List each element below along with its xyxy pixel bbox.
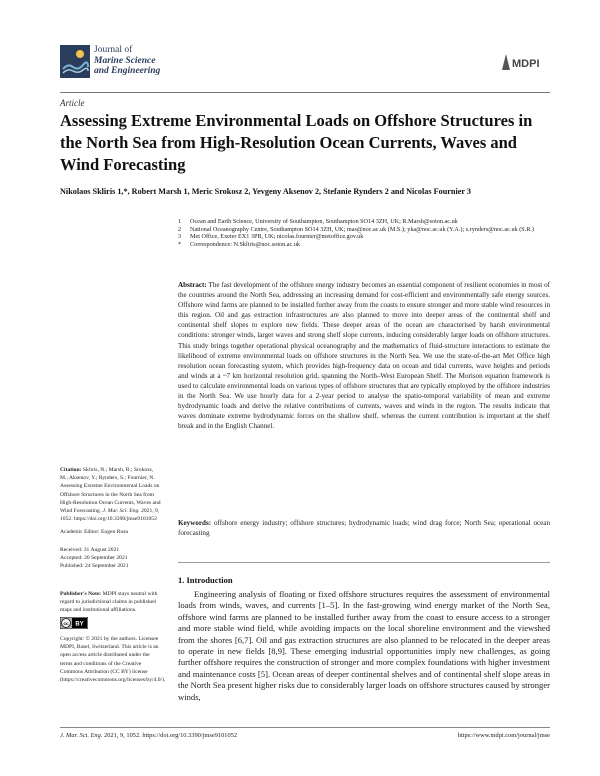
- section-heading: 1. Introduction: [178, 575, 233, 585]
- citation-volume: 2021, 9, 1052.: [60, 508, 160, 523]
- cc-by-label: BY: [75, 621, 84, 628]
- citation-text: Skliris, N.; Marsh, R.; Srokosz, M.; Aksenov, Y.; Rynders, S.; Fournier, N. Assessing Extreme Environmental Loads on Offshore Structures in the North Sea from High-Resolution Ocean Currents, Waves and Wind Forecasting.: [60, 467, 161, 515]
- affiliation-text: National Oceanography Centre, Southampton SO14 3ZH, UK; mas@noc.ac.uk (M.S.); yka@noc.ac.uk (Y.A.); s.rynders@noc.ac.uk (S.R.): [190, 225, 534, 233]
- affiliation-text: Met Office, Exeter EX1 3PB, UK; nicolas.fournier@metoffice.gov.uk: [190, 233, 364, 241]
- publisher-note: [60, 590, 162, 615]
- footer-citation-text[interactable]: 2021, 9, 1052. https://doi.org/10.3390/jmse9101052: [104, 732, 238, 739]
- keywords-text: offshore energy industry; offshore structures; hydrodynamic loads; wind drag force; North Sea; operational ocean forecasting: [178, 519, 550, 538]
- academic-editor: Academic Editor: Eugen Rusu: [60, 529, 129, 535]
- keywords-label: Keywords:: [178, 519, 212, 527]
- affiliation-text: Correspondence: N.Skliris@noc.soton.ac.uk: [190, 240, 301, 248]
- abstract: [178, 280, 550, 431]
- header-divider: [60, 92, 550, 93]
- citation-doi[interactable]: https://doi.org/10.3390/jmse9101052: [74, 516, 157, 523]
- cc-label: cc: [63, 621, 69, 627]
- journal-name-line2: Marine Science: [94, 55, 156, 66]
- affiliation-number: 3: [178, 233, 182, 241]
- author-list: Nikolaos Skliris 1,*, Robert Marsh 1, Meric Srokosz 2, Yevgeny Aksenov 2, Stefanie Rynders 2 and Nicolas Fournier 3: [60, 187, 471, 196]
- abstract-label: Abstract:: [178, 281, 207, 289]
- affiliation-text: Ocean and Earth Science, University of Southampton, Southampton SO14 3ZH, UK; R.Marsh@soton.ac.uk: [190, 218, 458, 225]
- article-title: Assessing Extreme Environmental Loads on Offshore Structures in the North Sea from High-Resolution Ocean Currents, Waves and Wind Forecasting: [60, 111, 533, 174]
- citation-label: Citation:: [60, 467, 82, 473]
- affiliation-item: [178, 226, 548, 234]
- published-date: Published: 24 September 2021: [60, 563, 129, 570]
- citation-block: [60, 466, 162, 523]
- dates-block: [60, 546, 162, 571]
- footer-citation: [60, 732, 237, 739]
- keywords: [178, 518, 550, 538]
- article-type: Article: [60, 98, 85, 108]
- publisher-name: MDPI: [512, 58, 540, 70]
- publisher-note-label: Publisher's Note:: [60, 591, 102, 597]
- footer-journal: J. Mar. Sci. Eng.: [60, 732, 103, 739]
- affiliation-number: *: [178, 240, 182, 248]
- affiliations: [178, 218, 548, 248]
- introduction-paragraph: Engineering analysis of floating or fixed offshore structures requires the assessment of environmental loads from winds, waves, and currents [1–5]. In the fast-growing wind energy market of the North Sea, offshore wind farms are planned to be installed further away from the coast to ensure access to a stronger and more stable wind field, while avoiding impacts on the local shoreline environment and the viewshed from the shores [6,7]. Oil and gas extraction structures are also planned to be relocated in the deeper areas to operate in new fields [8,9]. These emerging industrial opportunities imply new challenges, as going further offshore requires the construction of stronger and more complex foundations with higher investment and maintenance costs [5]. Ocean areas of deeper continental shelves and of continental shelf slope areas in the North Sea present higher risks due to considerably larger loads on offshore structures caused by stronger winds,: [178, 589, 550, 702]
- affiliation-item: [178, 218, 548, 226]
- publisher-note-text: MDPI stays neutral with regard to jurisdictional claims in published maps and institutional affiliations.: [60, 591, 158, 614]
- accepted-date: Accepted: 20 September 2021: [60, 555, 128, 562]
- journal-logo-icon: [60, 45, 90, 78]
- affiliation-item: [178, 241, 548, 249]
- journal-name-line3: and Engineering: [94, 66, 161, 76]
- mdpi-logo-icon: [500, 50, 548, 74]
- creative-commons-icon: [60, 617, 88, 629]
- journal-name-line1: Journal of: [94, 45, 133, 55]
- affiliation-number: 2: [178, 225, 182, 233]
- introduction-text: [178, 589, 550, 703]
- copyright-notice: Copyright: © 2021 by the authors. Licensee MDPI, Basel, Switzerland. This article is an open access article distributed under the terms and conditions of the Creative Commons Attribution (CC BY) license (https://creativecommons.org/licenses/by/4.0/).: [60, 636, 166, 684]
- footer-url[interactable]: https://www.mdpi.com/journal/jmse: [457, 732, 550, 739]
- affiliation-item: [178, 233, 548, 241]
- footer-divider: [60, 727, 550, 728]
- journal-name: [94, 45, 160, 77]
- received-date: Received: 31 August 2021: [60, 547, 120, 553]
- section-divider: [178, 562, 550, 563]
- affiliation-number: 1: [178, 218, 182, 225]
- abstract-text: The fast development of the offshore energy industry becomes an essential component of resilient economies in most of the countries around the North Sea, addressing an increasing demand for cost-efficient and environmentally safe energy sources. Offshore wind farms are planned to be installed further away from the coasts to ensure stronger and more stable wind resources in this region. Oil and gas extraction infrastructures are also planned to move into deeper areas of the continental shelf and continental shelf slopes to explore new fields. These deeper areas of the ocean are characterised by harsh environmental conditions: stronger winds, larger waves and strong shelf slope currents, inducing considerably larger loads on offshore structures. This study brings together operational physical oceanography and the mathematics of fluid-structure interactions to estimate the likelihood of extreme environmental loads on offshore structures in the North Sea. We use the state-of-the-art Met Office high resolution ocean forecasting system, which provides high-frequency data on ocean and tidal currents, wave heights and periods and winds at a ~7 km horizontal resolution grid, spanning the North–West European Shelf. The Morison equation framework is used to calculate environmental loads on various types of offshore structures that are typically employed by the offshore industries in the North Sea. We use hourly data for a 2-year period to analyse the spatio-temporal variability of mean and extreme hydrodynamic loads and derive the relative contributions of currents, waves and winds in the region. The results indicate that waves dominate extreme hydrodynamic forces on the shallow shelf, whereas the current contribution is important at the shelf break and in the English Channel.: [178, 281, 550, 431]
- citation-journal: J. Mar. Sci. Eng.: [102, 508, 140, 515]
